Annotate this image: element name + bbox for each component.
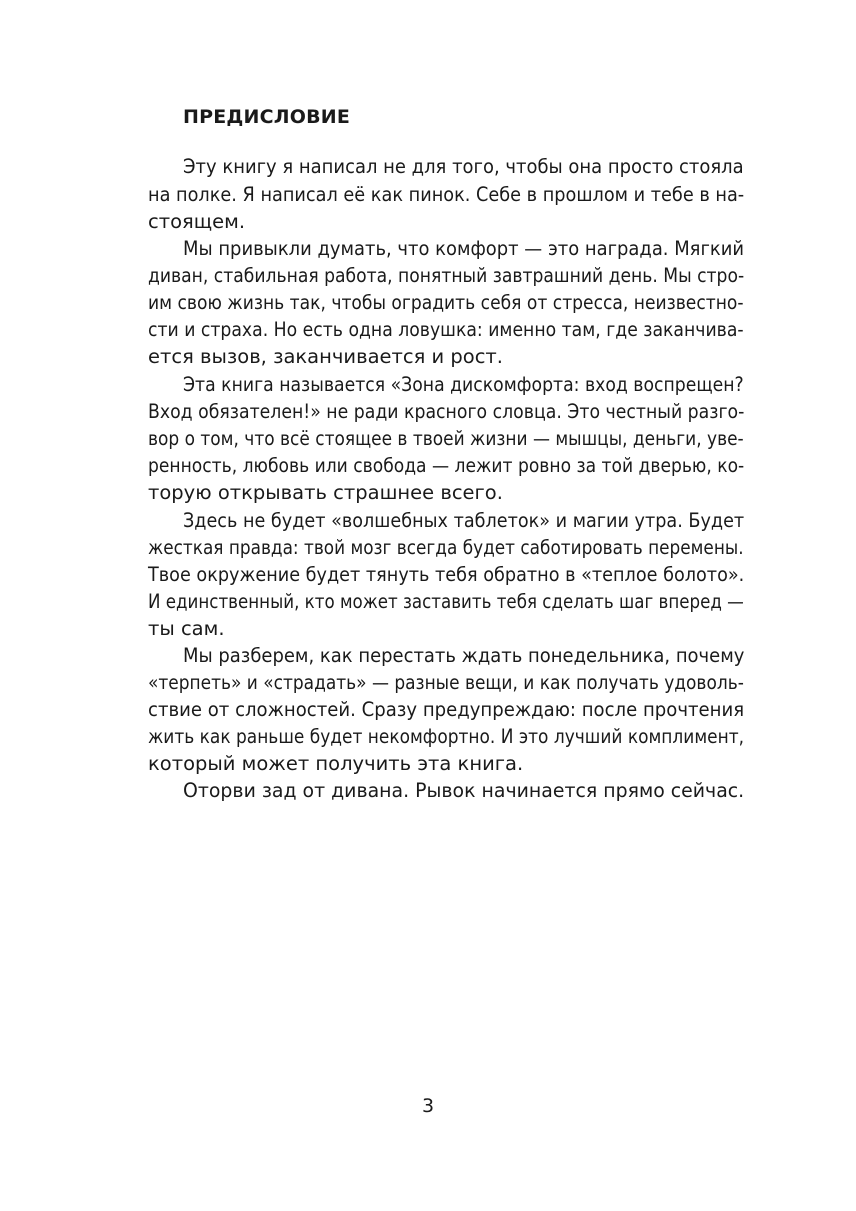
text-line: Вход обязателен!» не ради красного словца. Это честный разго- (148, 400, 745, 423)
text-line: ствие от сложностей. Сразу предупреждаю: после прочтения (148, 698, 745, 721)
text-line: жить как раньше будет некомфортно. И это лучший комплимент, (148, 725, 744, 748)
text-line: Оторви зад от дивана. Рывок начинается прямо сейчас. (183, 779, 745, 802)
text-line: ется вызов, заканчивается и рост. (148, 345, 503, 368)
section-heading: ПРЕДИСЛОВИЕ (183, 106, 351, 128)
text-line: ренность, любовь или свобода — лежит ровно за той дверью, ко- (148, 454, 745, 477)
text-line: Твое окружение будет тянуть тебя обратно в «теплое болото». (148, 563, 745, 586)
text-line: торую открывать страшнее всего. (148, 481, 503, 504)
text-line: «терпеть» и «страдать» — разные вещи, и как получать удоволь- (148, 671, 744, 694)
text-line: стоящем. (148, 210, 246, 233)
text-line: ты сам. (148, 617, 225, 640)
text-line: сти и страха. Но есть одна ловушка: именно там, где заканчива- (148, 318, 744, 341)
text-line: Здесь не будет «волшебных таблеток» и магии утра. Будет (183, 509, 745, 532)
text-line: на полке. Я написал её как пинок. Себе в прошлом и тебе в на- (148, 183, 745, 206)
text-line: диван, стабильная работа, понятный завтрашний день. Мы стро- (148, 264, 745, 287)
text-line: Эту книгу я написал не для того, чтобы она просто стояла (183, 155, 744, 178)
text-line: Мы разберем, как перестать ждать понедельника, почему (183, 644, 745, 667)
text-line: Мы привыкли думать, что комфорт — это награда. Мягкий (183, 237, 745, 260)
text-line: жесткая правда: твой мозг всегда будет саботировать перемены. (148, 536, 744, 559)
text-line: вор о том, что всё стоящее в твоей жизни — мышцы, деньги, уве- (148, 427, 744, 450)
text-line: Эта книга называется «Зона дискомфорта: вход воспрещен? (183, 373, 744, 396)
page-number: 3 (421, 1095, 435, 1117)
text-line: И единственный, кто может заставить тебя сделать шаг вперед — (148, 590, 744, 613)
text-line: им свою жизнь так, чтобы оградить себя от стресса, неизвестно- (148, 291, 744, 314)
text-line: который может получить эта книга. (148, 752, 524, 775)
